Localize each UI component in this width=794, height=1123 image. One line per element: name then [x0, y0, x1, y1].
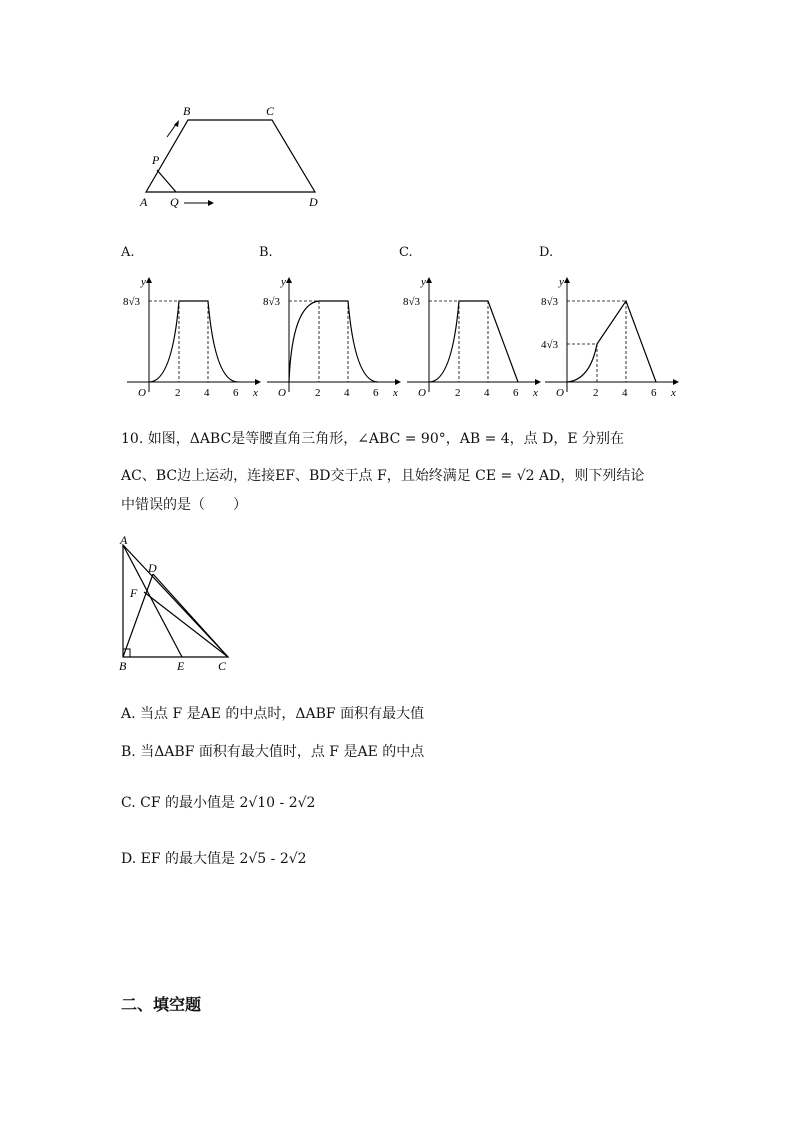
x-tick-4: 4: [204, 387, 210, 399]
q10-line-2: AC、BC边上运动，连接EF、BD交于点 F，且始终满足 CE = √2 AD，则下列结论: [121, 468, 645, 484]
y-axis-label: y: [281, 276, 286, 288]
graph-option-a: [122, 272, 262, 404]
x-axis-label: x: [253, 387, 258, 399]
x-axis-label: x: [393, 387, 398, 399]
origin-label: O: [556, 387, 564, 399]
trapezoid-figure: [130, 100, 340, 215]
x-tick-6: 6: [513, 387, 519, 399]
option-d-label: D.: [539, 245, 554, 260]
origin-label: O: [278, 387, 286, 399]
label-E: E: [177, 659, 185, 673]
option-a-label: A.: [121, 245, 135, 260]
x-tick-6: 6: [651, 387, 657, 399]
y-max-label: 8√3: [263, 296, 281, 308]
y-axis-label: y: [421, 276, 426, 288]
label-C: C: [266, 104, 275, 118]
label-F: F: [130, 586, 138, 600]
x-tick-6: 6: [373, 387, 379, 399]
option-b-label: B.: [259, 245, 273, 260]
y-axis-label: y: [559, 276, 564, 288]
y-mid-label: 4√3: [541, 339, 559, 351]
label-A: A: [120, 533, 128, 547]
x-axis-label: x: [671, 387, 676, 399]
option-c-label: C.: [399, 245, 413, 260]
label-C: C: [218, 659, 227, 673]
graph-option-d: [540, 272, 680, 404]
y-axis-label: y: [141, 276, 146, 288]
x-axis-label: x: [533, 387, 538, 399]
label-P: P: [152, 153, 160, 167]
origin-label: O: [138, 387, 146, 399]
x-tick-4: 4: [344, 387, 350, 399]
x-tick-2: 2: [593, 387, 599, 399]
label-D: D: [309, 195, 318, 209]
label-D: D: [148, 561, 157, 575]
x-tick-2: 2: [315, 387, 321, 399]
graph-option-c: [402, 272, 542, 404]
x-tick-2: 2: [175, 387, 181, 399]
x-tick-4: 4: [622, 387, 628, 399]
label-B: B: [119, 659, 127, 673]
origin-label: O: [418, 387, 426, 399]
x-tick-2: 2: [455, 387, 461, 399]
q10-option-d: D. EF 的最大值是 2√5 - 2√2: [121, 851, 307, 867]
graph-option-b: [262, 272, 402, 404]
label-A: A: [140, 195, 148, 209]
section-heading-fill-in: 二、填空题: [121, 995, 202, 1014]
y-max-label: 8√3: [541, 296, 559, 308]
q10-line-1: 10. 如图，ΔABC是等腰直角三角形，∠ABC = 90°，AB = 4，点 D，E 分别在: [121, 431, 625, 447]
q10-option-c: C. CF 的最小值是 2√10 - 2√2: [121, 795, 316, 811]
label-Q: Q: [170, 195, 179, 209]
q10-option-a: A. 当点 F 是AE 的中点时，ΔABF 面积有最大值: [121, 706, 425, 722]
x-tick-6: 6: [233, 387, 239, 399]
q10-option-b: B. 当ΔABF 面积有最大值时，点 F 是AE 的中点: [121, 744, 425, 760]
q10-line-3: 中错误的是（ ）: [121, 497, 247, 513]
y-max-label: 8√3: [123, 296, 141, 308]
triangle-figure: [112, 532, 242, 674]
y-max-label: 8√3: [403, 296, 421, 308]
x-tick-4: 4: [484, 387, 490, 399]
label-B: B: [183, 104, 191, 118]
